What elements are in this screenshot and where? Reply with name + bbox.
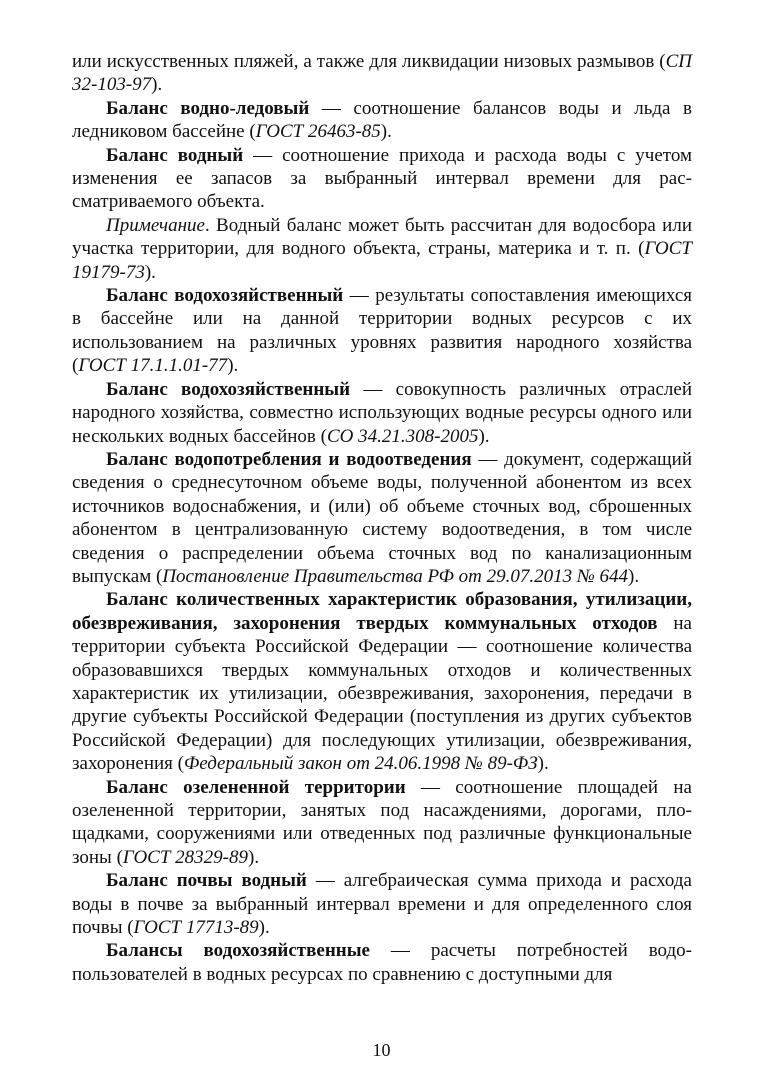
definition-text: на территории субъекта Российской Федерации — соотношение количества образовавшихся твердых коммунальных отходов и количественных характеристик их утилизации, обезвреживания, захоронения, передачи в другие субъекты Российской Федерации (поступления из других субъектов Российской Федерации) для последующих утилизации, обезвреживания, захоронения ( — [72, 612, 692, 775]
definition-text-end: ). — [248, 846, 260, 868]
definition-text: — соотношение балансов воды и льда в ледниковом бассейне ( — [72, 97, 692, 143]
definition-text-end: ). — [478, 425, 490, 447]
reference-citation: ГОСТ 28329-89 — [122, 846, 249, 868]
definition-balans-tko — [72, 588, 692, 775]
definition-text: — результаты сопоставления имеющихся в бассейне или на данной территории водных ресурсов с их использованием на различных уровнях развития народного хозяйства ( — [72, 285, 692, 377]
definition-text-end: ). — [227, 355, 239, 377]
note-paragraph — [72, 214, 692, 284]
definition-text-end: ). — [537, 753, 549, 775]
paragraph-text-end: ). — [151, 74, 163, 96]
definition-term: Баланс водно-ледовый — [106, 97, 310, 119]
note-label: Примечание — [106, 214, 205, 236]
definition-text: — документ, содержащий сведения о среднесуточном объеме воды, полученной абонентом из всех источников водоснабжения, и (или) об объеме сточных вод, сброшенных абонентом в централизованную систему водоотведения, в том числе сведения о распределении объема сточных вод по канализационным выпускам ( — [72, 448, 693, 587]
definition-balans-pochvy-vodnyi — [72, 869, 692, 939]
definition-text-end: ). — [258, 917, 270, 939]
definition-term: Баланс водохозяйственный — [106, 285, 344, 307]
definition-balans-vodno-ledovyi — [72, 97, 692, 144]
definition-balans-vodokhoziaistvennyi-1 — [72, 284, 692, 378]
note-text-end: ). — [144, 261, 156, 283]
definition-term: Баланс водный — [106, 144, 244, 166]
reference-citation: СП 32-103-97 — [72, 51, 692, 96]
definition-term: Баланс количественных характеристик образования, утилизации, обезвреживания, захоронения твердых коммунальных отходов — [72, 589, 692, 634]
body-text — [72, 50, 692, 986]
definition-balans-vodokhoziaistvennyi-2 — [72, 378, 692, 448]
definition-term: Баланс водохозяйственный — [106, 378, 351, 400]
reference-citation: ГОСТ 17713-89 — [133, 917, 259, 939]
definition-text: — расчеты потребностей водопользователей в водных ресурсах по сравнению с доступными для — [72, 940, 692, 985]
definition-balans-ozelenennoi-territorii — [72, 776, 692, 870]
reference-citation: Федеральный закон от 24.06.1998 № 89-ФЗ — [183, 753, 538, 775]
definition-term: Баланс водопотребления и водоотведения — [106, 448, 472, 470]
definition-balansy-vodokhoziaistvennye — [72, 939, 692, 986]
definition-text-end: ). — [380, 121, 392, 143]
paragraph-text: или искусственных пляжей, а также для ликвидации низовых размывов ( — [72, 51, 666, 72]
reference-citation: СО 34.21.308-2005 — [326, 425, 479, 447]
definition-text: — алгебраическая сумма прихода и расхода воды в почве за выбранный интервал времени и для определенного слоя почвы ( — [72, 870, 692, 939]
definition-text: — совокупность различных отраслей народного хозяйства, совместно использующих водные ресурсы одного или нескольких водных бассейнов ( — [72, 378, 692, 447]
reference-citation: ГОСТ 17.1.1.01-77 — [78, 355, 228, 377]
definition-text: — соотношение прихода и расхода воды с учетом изменения ее запасов за выбранный интервал времени для рассматриваемого объекта. — [72, 144, 692, 213]
note-text: . Водный баланс может быть рассчитан для водосбора или участка территории, для водного объекта, страны, материка и т. п. ( — [72, 214, 692, 260]
paragraph-continuation — [72, 50, 692, 97]
reference-citation: Постановление Правительства РФ от 29.07.2013 № 644 — [162, 565, 629, 587]
definition-text-end: ). — [628, 565, 640, 587]
definition-balans-vodnyi — [72, 144, 692, 214]
definition-text: — соотношение площадей на озелененной территории, занятых под насаждениями, дорогами, площадками, сооружениями или отведенных под различные функциональные зоны ( — [72, 776, 692, 868]
page-number: 10 — [372, 1040, 391, 1060]
definition-term: Баланс озелененной территории — [106, 776, 406, 798]
reference-citation: ГОСТ 26463-85 — [255, 121, 381, 143]
definition-balans-vodopotrebleniia — [72, 448, 692, 588]
reference-citation: ГОСТ 19179-73 — [72, 238, 692, 283]
definition-term: Балансы водохозяйственные — [106, 940, 370, 962]
definition-term: Баланс почвы водный — [106, 870, 307, 892]
